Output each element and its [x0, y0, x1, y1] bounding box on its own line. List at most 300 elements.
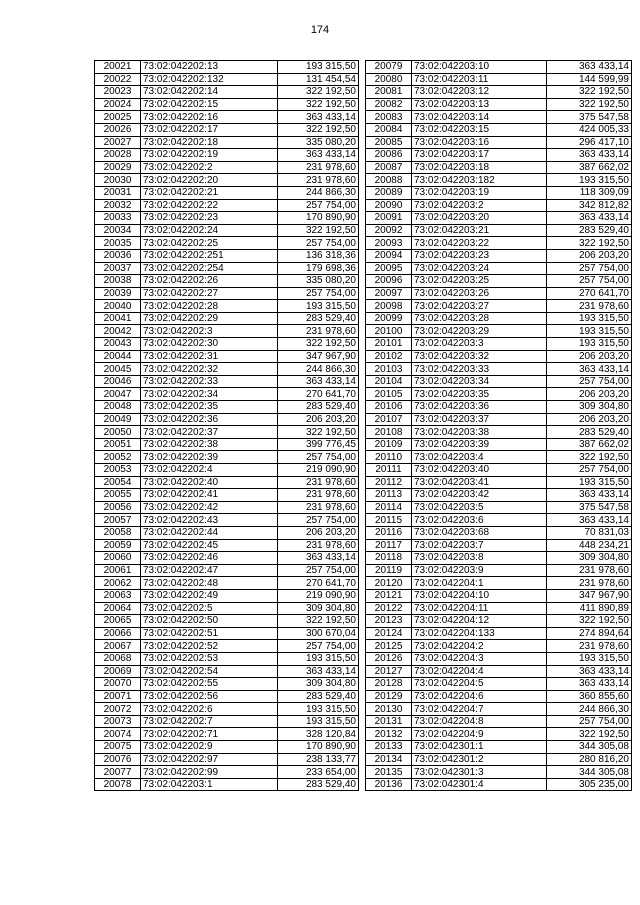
value-cell: 193 315,50 [547, 325, 632, 338]
row-number-cell: 20044 [95, 350, 141, 363]
table-row [95, 640, 359, 653]
value-cell: 363 433,14 [547, 61, 632, 74]
cadastral-number-cell: 73:02:042203:14 [412, 111, 547, 124]
value-cell: 283 529,40 [547, 426, 632, 439]
table-row [95, 426, 359, 439]
value-cell: 231 978,60 [547, 640, 632, 653]
row-number-cell: 20050 [95, 426, 141, 439]
table-row [95, 61, 359, 74]
row-number-cell: 20133 [366, 741, 412, 754]
table-row [366, 186, 632, 199]
table-row [95, 287, 359, 300]
row-number-cell: 20115 [366, 514, 412, 527]
table-row [95, 312, 359, 325]
value-cell: 322 192,50 [278, 338, 359, 351]
cadastral-number-cell: 73:02:042203:17 [412, 149, 547, 162]
row-number-cell: 20123 [366, 615, 412, 628]
row-number-cell: 20058 [95, 526, 141, 539]
value-cell: 170 890,90 [278, 741, 359, 754]
cadastral-number-cell: 73:02:042204:6 [412, 690, 547, 703]
row-number-cell: 20077 [95, 766, 141, 779]
value-cell: 335 080,20 [278, 275, 359, 288]
value-cell: 363 433,14 [278, 111, 359, 124]
cadastral-number-cell: 73:02:042203:40 [412, 464, 547, 477]
row-number-cell: 20092 [366, 224, 412, 237]
row-number-cell: 20087 [366, 161, 412, 174]
cadastral-number-cell: 73:02:042204:10 [412, 589, 547, 602]
row-number-cell: 20046 [95, 375, 141, 388]
table-row [366, 73, 632, 86]
row-number-cell: 20022 [95, 73, 141, 86]
value-cell: 270 641,70 [278, 577, 359, 590]
cadastral-number-cell: 73:02:042202:15 [141, 98, 278, 111]
cadastral-number-cell: 73:02:042202:43 [141, 514, 278, 527]
table-row [366, 212, 632, 225]
table-row [366, 249, 632, 262]
cadastral-number-cell: 73:02:042204:7 [412, 703, 547, 716]
row-number-cell: 20052 [95, 451, 141, 464]
row-number-cell: 20103 [366, 363, 412, 376]
row-number-cell: 20068 [95, 652, 141, 665]
table-row [366, 123, 632, 136]
row-number-cell: 20112 [366, 476, 412, 489]
row-number-cell: 20091 [366, 212, 412, 225]
row-number-cell: 20076 [95, 753, 141, 766]
value-cell: 219 090,90 [278, 589, 359, 602]
row-number-cell: 20039 [95, 287, 141, 300]
value-cell: 231 978,60 [547, 564, 632, 577]
table-row [366, 577, 632, 590]
cadastral-number-cell: 73:02:042202:40 [141, 476, 278, 489]
row-number-cell: 20042 [95, 325, 141, 338]
cadastral-number-cell: 73:02:042202:21 [141, 186, 278, 199]
cadastral-number-cell: 73:02:042202:3 [141, 325, 278, 338]
value-cell: 375 547,58 [547, 111, 632, 124]
cadastral-number-cell: 73:02:042203:11 [412, 73, 547, 86]
table-row [366, 464, 632, 477]
value-cell: 231 978,60 [547, 300, 632, 313]
row-number-cell: 20117 [366, 539, 412, 552]
row-number-cell: 20105 [366, 388, 412, 401]
row-number-cell: 20047 [95, 388, 141, 401]
table-row [366, 149, 632, 162]
cadastral-number-cell: 73:02:042204:4 [412, 665, 547, 678]
row-number-cell: 20125 [366, 640, 412, 653]
value-cell: 193 315,50 [547, 476, 632, 489]
value-cell: 257 754,00 [547, 715, 632, 728]
row-number-cell: 20102 [366, 350, 412, 363]
row-number-cell: 20132 [366, 728, 412, 741]
row-number-cell: 20113 [366, 489, 412, 502]
table-row [95, 300, 359, 313]
table-row [366, 86, 632, 99]
row-number-cell: 20098 [366, 300, 412, 313]
value-cell: 193 315,50 [547, 652, 632, 665]
value-cell: 347 967,90 [278, 350, 359, 363]
value-cell: 257 754,00 [547, 275, 632, 288]
cadastral-number-cell: 73:02:042202:34 [141, 388, 278, 401]
cadastral-number-cell: 73:02:042202:22 [141, 199, 278, 212]
value-cell: 257 754,00 [278, 564, 359, 577]
table-row [95, 350, 359, 363]
table-row [366, 564, 632, 577]
table-row [95, 212, 359, 225]
value-cell: 206 203,20 [547, 249, 632, 262]
row-number-cell: 20040 [95, 300, 141, 313]
table-row [366, 778, 632, 791]
row-number-cell: 20065 [95, 615, 141, 628]
cadastral-number-cell: 73:02:042204:11 [412, 602, 547, 615]
table-row [366, 363, 632, 376]
table-row [95, 413, 359, 426]
value-cell: 257 754,00 [278, 237, 359, 250]
row-number-cell: 20134 [366, 753, 412, 766]
value-cell: 170 890,90 [278, 212, 359, 225]
cadastral-number-cell: 73:02:042202:13 [141, 61, 278, 74]
cadastral-number-cell: 73:02:042202:26 [141, 275, 278, 288]
table-row [95, 338, 359, 351]
table-row [366, 237, 632, 250]
table-row [95, 526, 359, 539]
table-row [366, 199, 632, 212]
value-cell: 280 816,20 [547, 753, 632, 766]
cadastral-number-cell: 73:02:042202:49 [141, 589, 278, 602]
table-row [95, 728, 359, 741]
value-cell: 193 315,50 [547, 338, 632, 351]
table-row [95, 741, 359, 754]
table-row [366, 350, 632, 363]
value-cell: 296 417,10 [547, 136, 632, 149]
row-number-cell: 20038 [95, 275, 141, 288]
value-cell: 360 855,60 [547, 690, 632, 703]
cadastral-number-cell: 73:02:042202:132 [141, 73, 278, 86]
row-number-cell: 20062 [95, 577, 141, 590]
row-number-cell: 20114 [366, 501, 412, 514]
value-cell: 283 529,40 [547, 224, 632, 237]
table-row [366, 741, 632, 754]
row-number-cell: 20056 [95, 501, 141, 514]
row-number-cell: 20067 [95, 640, 141, 653]
table-row [366, 690, 632, 703]
value-cell: 144 599,99 [547, 73, 632, 86]
table-row [95, 652, 359, 665]
row-number-cell: 20036 [95, 249, 141, 262]
value-cell: 424 005,33 [547, 123, 632, 136]
table-row [95, 451, 359, 464]
table-row [95, 363, 359, 376]
table-row [366, 438, 632, 451]
value-cell: 270 641,70 [278, 388, 359, 401]
cadastral-number-cell: 73:02:042202:6 [141, 703, 278, 716]
row-number-cell: 20122 [366, 602, 412, 615]
row-number-cell: 20023 [95, 86, 141, 99]
cadastral-number-cell: 73:02:042203:38 [412, 426, 547, 439]
row-number-cell: 20082 [366, 98, 412, 111]
value-cell: 136 318,36 [278, 249, 359, 262]
value-cell: 206 203,20 [547, 350, 632, 363]
cadastral-number-cell: 73:02:042202:27 [141, 287, 278, 300]
value-cell: 131 454,54 [278, 73, 359, 86]
cadastral-number-cell: 73:02:042202:20 [141, 174, 278, 187]
cadastral-number-cell: 73:02:042202:14 [141, 86, 278, 99]
table-row [366, 388, 632, 401]
value-cell: 363 433,14 [278, 149, 359, 162]
row-number-cell: 20054 [95, 476, 141, 489]
value-cell: 322 192,50 [278, 224, 359, 237]
table-row [95, 375, 359, 388]
table-row [366, 174, 632, 187]
value-cell: 257 754,00 [547, 375, 632, 388]
table-row [95, 224, 359, 237]
table-row [95, 627, 359, 640]
table-row [95, 275, 359, 288]
cadastral-number-cell: 73:02:042202:17 [141, 123, 278, 136]
cadastral-number-cell: 73:02:042203:1 [141, 778, 278, 791]
cadastral-number-cell: 73:02:042203:27 [412, 300, 547, 313]
cadastral-number-cell: 73:02:042204:5 [412, 678, 547, 691]
cadastral-number-cell: 73:02:042301:4 [412, 778, 547, 791]
value-cell: 193 315,50 [547, 174, 632, 187]
row-number-cell: 20089 [366, 186, 412, 199]
row-number-cell: 20074 [95, 728, 141, 741]
value-cell: 309 304,80 [547, 401, 632, 414]
value-cell: 231 978,60 [547, 577, 632, 590]
row-number-cell: 20030 [95, 174, 141, 187]
cadastral-number-cell: 73:02:042203:35 [412, 388, 547, 401]
row-number-cell: 20129 [366, 690, 412, 703]
table-row [95, 602, 359, 615]
row-number-cell: 20073 [95, 715, 141, 728]
table-row [366, 753, 632, 766]
row-number-cell: 20048 [95, 401, 141, 414]
value-cell: 322 192,50 [547, 728, 632, 741]
cadastral-number-cell: 73:02:042203:34 [412, 375, 547, 388]
row-number-cell: 20026 [95, 123, 141, 136]
row-number-cell: 20118 [366, 552, 412, 565]
table-row [95, 149, 359, 162]
table-row [95, 86, 359, 99]
cadastral-number-cell: 73:02:042204:133 [412, 627, 547, 640]
value-cell: 322 192,50 [547, 451, 632, 464]
cadastral-number-cell: 73:02:042204:2 [412, 640, 547, 653]
table-row [95, 577, 359, 590]
row-number-cell: 20097 [366, 287, 412, 300]
value-cell: 342 812,82 [547, 199, 632, 212]
table-row [95, 388, 359, 401]
row-number-cell: 20055 [95, 489, 141, 502]
value-cell: 193 315,50 [278, 652, 359, 665]
row-number-cell: 20066 [95, 627, 141, 640]
row-number-cell: 20130 [366, 703, 412, 716]
cadastral-number-cell: 73:02:042202:46 [141, 552, 278, 565]
value-cell: 363 433,14 [547, 678, 632, 691]
cadastral-number-cell: 73:02:042203:18 [412, 161, 547, 174]
row-number-cell: 20063 [95, 589, 141, 602]
value-cell: 322 192,50 [547, 615, 632, 628]
table-row [366, 136, 632, 149]
value-cell: 322 192,50 [547, 86, 632, 99]
row-number-cell: 20119 [366, 564, 412, 577]
value-cell: 274 894,64 [547, 627, 632, 640]
table-row [95, 249, 359, 262]
cadastral-number-cell: 73:02:042203:4 [412, 451, 547, 464]
table-row [366, 413, 632, 426]
cadastral-number-cell: 73:02:042202:31 [141, 350, 278, 363]
value-cell: 231 978,60 [278, 539, 359, 552]
table-row [95, 401, 359, 414]
value-cell: 206 203,20 [547, 413, 632, 426]
table-row [366, 489, 632, 502]
value-cell: 244 866,30 [547, 703, 632, 716]
table-row [366, 678, 632, 691]
cadastral-number-cell: 73:02:042202:24 [141, 224, 278, 237]
value-cell: 206 203,20 [547, 388, 632, 401]
row-number-cell: 20032 [95, 199, 141, 212]
cadastral-number-cell: 73:02:042202:97 [141, 753, 278, 766]
value-cell: 231 978,60 [278, 489, 359, 502]
value-cell: 257 754,00 [278, 514, 359, 527]
value-cell: 305 235,00 [547, 778, 632, 791]
cadastral-number-cell: 73:02:042202:54 [141, 665, 278, 678]
value-cell: 387 662,02 [547, 161, 632, 174]
cadastral-number-cell: 73:02:042202:4 [141, 464, 278, 477]
value-cell: 257 754,00 [278, 287, 359, 300]
value-cell: 363 433,14 [547, 665, 632, 678]
value-cell: 283 529,40 [278, 401, 359, 414]
table-row [95, 778, 359, 791]
value-cell: 375 547,58 [547, 501, 632, 514]
table-row [366, 665, 632, 678]
value-cell: 231 978,60 [278, 476, 359, 489]
row-number-cell: 20080 [366, 73, 412, 86]
value-cell: 309 304,80 [278, 678, 359, 691]
value-cell: 363 433,14 [547, 212, 632, 225]
table-row [366, 224, 632, 237]
cadastral-number-cell: 73:02:042202:52 [141, 640, 278, 653]
value-cell: 347 967,90 [547, 589, 632, 602]
row-number-cell: 20027 [95, 136, 141, 149]
table-row [95, 703, 359, 716]
value-cell: 257 754,00 [278, 199, 359, 212]
cadastral-number-cell: 73:02:042202:23 [141, 212, 278, 225]
table-row [95, 552, 359, 565]
value-cell: 193 315,50 [278, 703, 359, 716]
table-row [366, 98, 632, 111]
cadastral-number-cell: 73:02:042202:99 [141, 766, 278, 779]
table-row [95, 73, 359, 86]
cadastral-number-cell: 73:02:042203:9 [412, 564, 547, 577]
table-row [95, 715, 359, 728]
value-cell: 300 670,04 [278, 627, 359, 640]
row-number-cell: 20033 [95, 212, 141, 225]
row-number-cell: 20111 [366, 464, 412, 477]
row-number-cell: 20126 [366, 652, 412, 665]
row-number-cell: 20041 [95, 312, 141, 325]
cadastral-number-cell: 73:02:042301:1 [412, 741, 547, 754]
row-number-cell: 20070 [95, 678, 141, 691]
table-row [95, 564, 359, 577]
value-cell: 283 529,40 [278, 312, 359, 325]
cadastral-number-cell: 73:02:042203:41 [412, 476, 547, 489]
row-number-cell: 20095 [366, 262, 412, 275]
cadastral-number-cell: 73:02:042203:36 [412, 401, 547, 414]
cadastral-number-cell: 73:02:042204:8 [412, 715, 547, 728]
row-number-cell: 20136 [366, 778, 412, 791]
cadastral-number-cell: 73:02:042203:10 [412, 61, 547, 74]
value-cell: 322 192,50 [547, 237, 632, 250]
table-row [95, 678, 359, 691]
row-number-cell: 20131 [366, 715, 412, 728]
cadastral-number-cell: 73:02:042203:12 [412, 86, 547, 99]
cadastral-number-cell: 73:02:042203:5 [412, 501, 547, 514]
cadastral-number-cell: 73:02:042203:39 [412, 438, 547, 451]
value-cell: 309 304,80 [547, 552, 632, 565]
value-cell: 193 315,50 [278, 61, 359, 74]
value-cell: 257 754,00 [547, 262, 632, 275]
cadastral-number-cell: 73:02:042202:51 [141, 627, 278, 640]
value-cell: 206 203,20 [278, 413, 359, 426]
value-cell: 399 776,45 [278, 438, 359, 451]
table-row [366, 338, 632, 351]
table-row [95, 539, 359, 552]
row-number-cell: 20120 [366, 577, 412, 590]
row-number-cell: 20099 [366, 312, 412, 325]
row-number-cell: 20093 [366, 237, 412, 250]
row-number-cell: 20128 [366, 678, 412, 691]
cadastral-number-cell: 73:02:042203:68 [412, 526, 547, 539]
row-number-cell: 20106 [366, 401, 412, 414]
value-cell: 231 978,60 [278, 174, 359, 187]
cadastral-number-cell: 73:02:042203:16 [412, 136, 547, 149]
cadastral-number-cell: 73:02:042202:251 [141, 249, 278, 262]
cadastral-number-cell: 73:02:042202:28 [141, 300, 278, 313]
table-row [95, 174, 359, 187]
table-row [95, 438, 359, 451]
table-row [95, 111, 359, 124]
cadastral-number-cell: 73:02:042202:53 [141, 652, 278, 665]
row-number-cell: 20028 [95, 149, 141, 162]
table-row [366, 615, 632, 628]
row-number-cell: 20075 [95, 741, 141, 754]
cadastral-number-cell: 73:02:042202:50 [141, 615, 278, 628]
value-cell: 179 698,36 [278, 262, 359, 275]
cadastral-number-cell: 73:02:042203:29 [412, 325, 547, 338]
row-number-cell: 20043 [95, 338, 141, 351]
row-number-cell: 20107 [366, 413, 412, 426]
value-cell: 322 192,50 [547, 98, 632, 111]
value-cell: 363 433,14 [278, 665, 359, 678]
value-cell: 363 433,14 [278, 375, 359, 388]
cadastral-number-cell: 73:02:042202:30 [141, 338, 278, 351]
value-cell: 206 203,20 [278, 526, 359, 539]
cadastral-number-cell: 73:02:042203:23 [412, 249, 547, 262]
table-row [95, 514, 359, 527]
cadastral-number-cell: 73:02:042202:55 [141, 678, 278, 691]
value-cell: 363 433,14 [547, 514, 632, 527]
value-cell: 231 978,60 [278, 325, 359, 338]
table-row [366, 501, 632, 514]
table-row [366, 111, 632, 124]
table-row [366, 401, 632, 414]
row-number-cell: 20034 [95, 224, 141, 237]
cadastral-number-cell: 73:02:042203:26 [412, 287, 547, 300]
row-number-cell: 20071 [95, 690, 141, 703]
value-cell: 322 192,50 [278, 426, 359, 439]
cadastral-number-cell: 73:02:042202:71 [141, 728, 278, 741]
table-row [366, 275, 632, 288]
table-row [366, 451, 632, 464]
table-row [95, 199, 359, 212]
